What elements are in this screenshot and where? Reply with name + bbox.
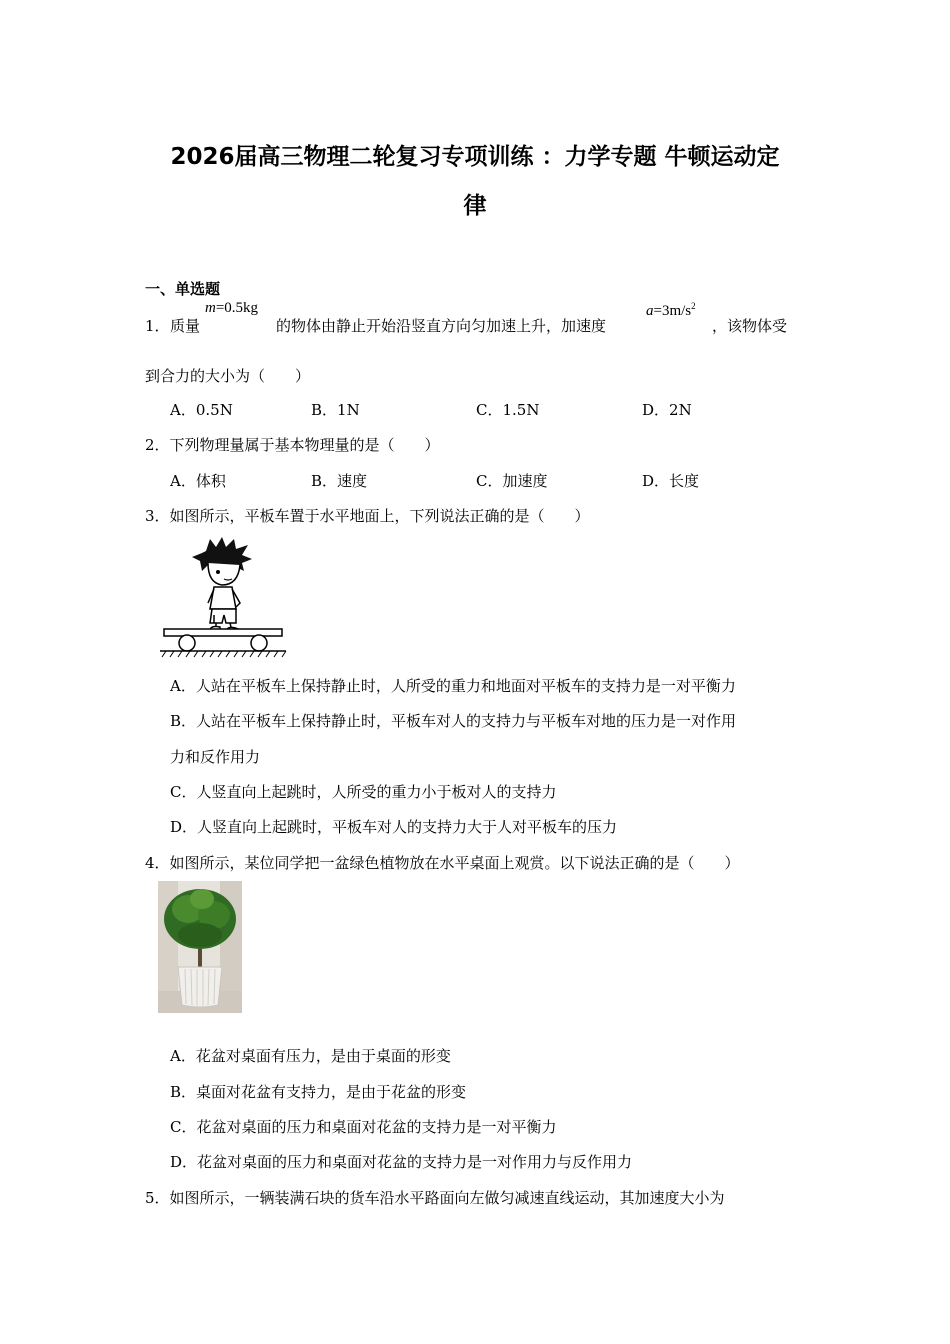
question-text: 4．如图所示，某位同学把一盆绿色植物放在水平桌面上观赏。以下说法正确的是（ ）: [145, 854, 740, 872]
section-heading: 一、单选题: [145, 280, 221, 298]
option-c: C．人竖直向上起跳时，人所受的重力小于板对人的支持力: [170, 783, 557, 801]
question-text: 2．下列物理量属于基本物理量的是（ ）: [145, 436, 440, 454]
option-d: D．2N: [642, 401, 692, 419]
option-b: B．1N: [311, 401, 360, 419]
option-b: B．桌面对花盆有支持力，是由于花盆的形变: [170, 1083, 467, 1101]
option-a: A．花盆对桌面有压力，是由于桌面的形变: [170, 1047, 451, 1065]
option-b-continued: 力和反作用力: [170, 748, 261, 766]
option-b: B．速度: [311, 472, 368, 490]
question-text: ，该物体受: [712, 317, 788, 335]
option-a: A．0.5N: [170, 401, 233, 419]
option-c: C．花盆对桌面的压力和桌面对花盆的支持力是一对平衡力: [170, 1118, 557, 1136]
option-d: D．人竖直向上起跳时，平板车对人的支持力大于人对平板车的压力: [170, 818, 618, 836]
option-d: D．花盆对桌面的压力和桌面对花盆的支持力是一对作用力与反作用力: [170, 1153, 633, 1171]
question-text: 的物体由静止开始沿竖直方向匀加速上升，加速度: [276, 317, 607, 335]
option-a: A．人站在平板车上保持静止时，人所受的重力和地面对平板车的支持力是一对平衡力: [170, 677, 736, 695]
page-title-line2: 律: [463, 193, 487, 219]
question-text: 质量: [170, 317, 201, 335]
option-a: A．体积: [170, 472, 226, 490]
page-title: 2026届高三物理二轮复习专项训练 ：力学专题 牛顿运动定: [170, 144, 780, 170]
option-b: B．人站在平板车上保持静止时，平板车对人的支持力与平板车对地的压力是一对作用: [170, 712, 737, 730]
question-5-text: 5．如图所示，一辆装满石块的货车沿水平路面向左做匀减速直线运动，其加速度大小为: [145, 1189, 725, 1207]
question-text: 3．如图所示，平板车置于水平地面上，下列说法正确的是（ ）: [145, 507, 590, 525]
math-mass: m=0.5kg: [205, 300, 259, 316]
math-acceleration: $a=3m/s^2$: [646, 301, 696, 319]
question-number: 1．: [145, 317, 170, 335]
potted-plant-photo: [158, 881, 242, 1013]
option-c: C．1.5N: [476, 401, 540, 419]
skateboard-boy-figure: [158, 535, 288, 659]
question-text: 到合力的大小为（ ）: [145, 367, 311, 385]
option-d: D．长度: [642, 472, 700, 490]
option-c: C．加速度: [476, 472, 548, 490]
